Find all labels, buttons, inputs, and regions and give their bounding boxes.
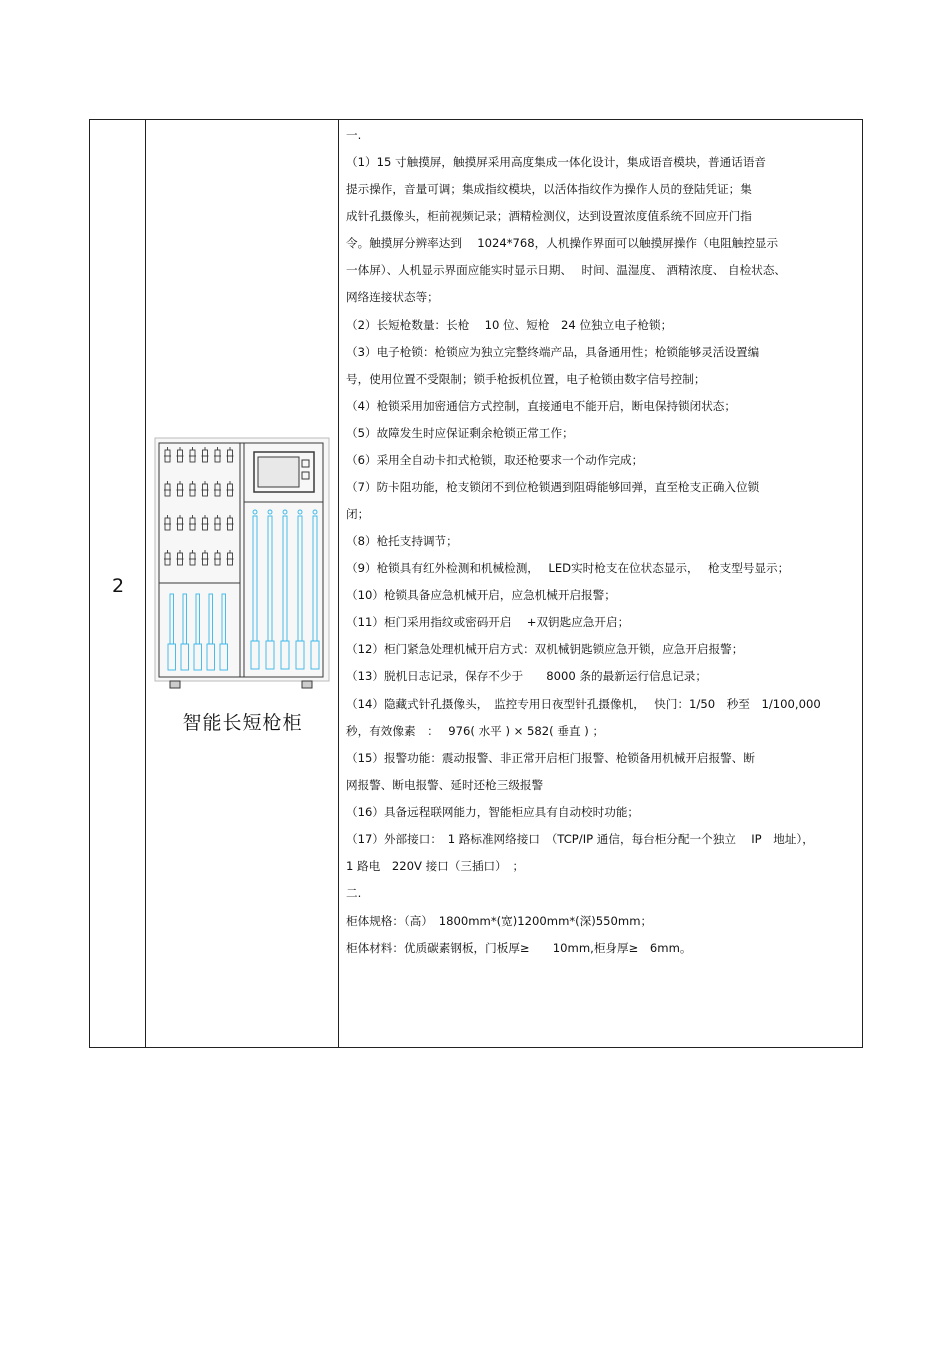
- cabinet-illustration: [152, 436, 332, 700]
- row-number: 2: [111, 575, 125, 597]
- spec-line: （6）采用全自动卡扣式枪锁，取还枪要求一个动作完成；: [346, 453, 644, 467]
- product-name: 智能长短枪柜: [182, 712, 303, 734]
- spec-line: （8）枪托支持调节；: [346, 534, 458, 548]
- spec-line: （15）报警功能：震动报警、非正常开启柜门报警、枪锁备用机械开启报警、断: [346, 751, 755, 765]
- spec-line: 秒，有效像素 ： 976( 水平 ) × 582( 垂直 ) ；: [346, 724, 605, 738]
- spec-line: （5）故障发生时应保证剩余枪锁正常工作；: [346, 426, 574, 440]
- spec-line: 一体屏）、人机显示界面应能实时显示日期、 时间、温湿度、 酒精浓度、 自检状态、: [346, 263, 787, 277]
- spec-line: （14）隐藏式针孔摄像头， 监控专用日夜型针孔摄像机， 快门：1/50 秒至 1/100,000: [346, 697, 821, 711]
- spec-line: （12）柜门紧急处理机械开启方式：双机械钥匙锁应急开锁，应急开启报警；: [346, 642, 744, 656]
- spec-line: 柜体规格：（高） 1800mm*(宽)1200mm*(深)550mm；: [346, 914, 653, 928]
- spec-line: （3）电子枪锁：枪锁应为独立完整终端产品，具备通用性；枪锁能够灵活设置编: [346, 345, 760, 359]
- spec-line: 1 路电 220V 接口（三插口） ；: [346, 859, 525, 873]
- spec-line: （17）外部接口： 1 路标准网络接口 （TCP/IP 通信，每台柜分配一个独立 IP 地址），: [346, 832, 814, 846]
- spec-line: 二.: [346, 886, 362, 900]
- spec-line: 网报警、断电报警、延时还枪三级报警: [346, 778, 544, 792]
- cabinet-foot-right: [302, 681, 312, 688]
- touch-screen-display: [258, 457, 299, 487]
- spec-line: 闭；: [346, 507, 370, 521]
- spec-line: 网络连接状态等；: [346, 290, 439, 304]
- spec-line: （13）脱机日志记录，保存不少于 8000 条的最新运行信息记录；: [346, 669, 707, 683]
- spec-table: [89, 119, 863, 1048]
- spec-line: 一.: [346, 128, 362, 142]
- spec-line: 令。触摸屏分辨率达到 1024*768，人机操作界面可以触摸屏操作（电阻触控显示: [346, 236, 779, 250]
- spec-line: （1）15 寸触摸屏，触摸屏采用高度集成一体化设计，集成语音模块，普通话语音: [346, 155, 767, 169]
- spec-line: （11）柜门采用指纹或密码开启 +双钥匙应急开启；: [346, 615, 630, 629]
- spec-line: 柜体材料：优质碳素钢板，门板厚≥ 10mm,柜身厚≥ 6mm。: [346, 941, 692, 955]
- column-divider-2: [338, 120, 339, 1047]
- spec-line: （2）长短枪数量：长枪 10 位、短枪 24 位独立电子枪锁；: [346, 318, 673, 332]
- spec-line: （16）具备远程联网能力，智能柜应具有自动校时功能；: [346, 805, 640, 819]
- cabinet-foot-left: [170, 681, 180, 688]
- spec-line: （10）枪锁具备应急机械开启，应急机械开启报警；: [346, 588, 616, 602]
- spec-line: 成针孔摄像头，柜前视频记录；酒精检测仪，达到设置浓度值系统不回应开门指: [346, 209, 752, 223]
- spec-line: （9）枪锁具有红外检测和机械检测， LED实时枪支在位状态显示， 枪支型号显示；: [346, 561, 790, 575]
- spec-line: （4）枪锁采用加密通信方式控制，直接通电不能开启，断电保持锁闭状态；: [346, 399, 736, 413]
- spec-line: 号，使用位置不受限制；锁手枪扳机位置，电子枪锁由数字信号控制；: [346, 372, 706, 386]
- spec-line: （7）防卡阻功能，枪支锁闭不到位枪锁遇到阻碍能够回弹，直至枪支正确入位锁: [346, 480, 760, 494]
- spec-line: 提示操作，音量可调；集成指纹模块，以活体指纹作为操作人员的登陆凭证；集: [346, 182, 752, 196]
